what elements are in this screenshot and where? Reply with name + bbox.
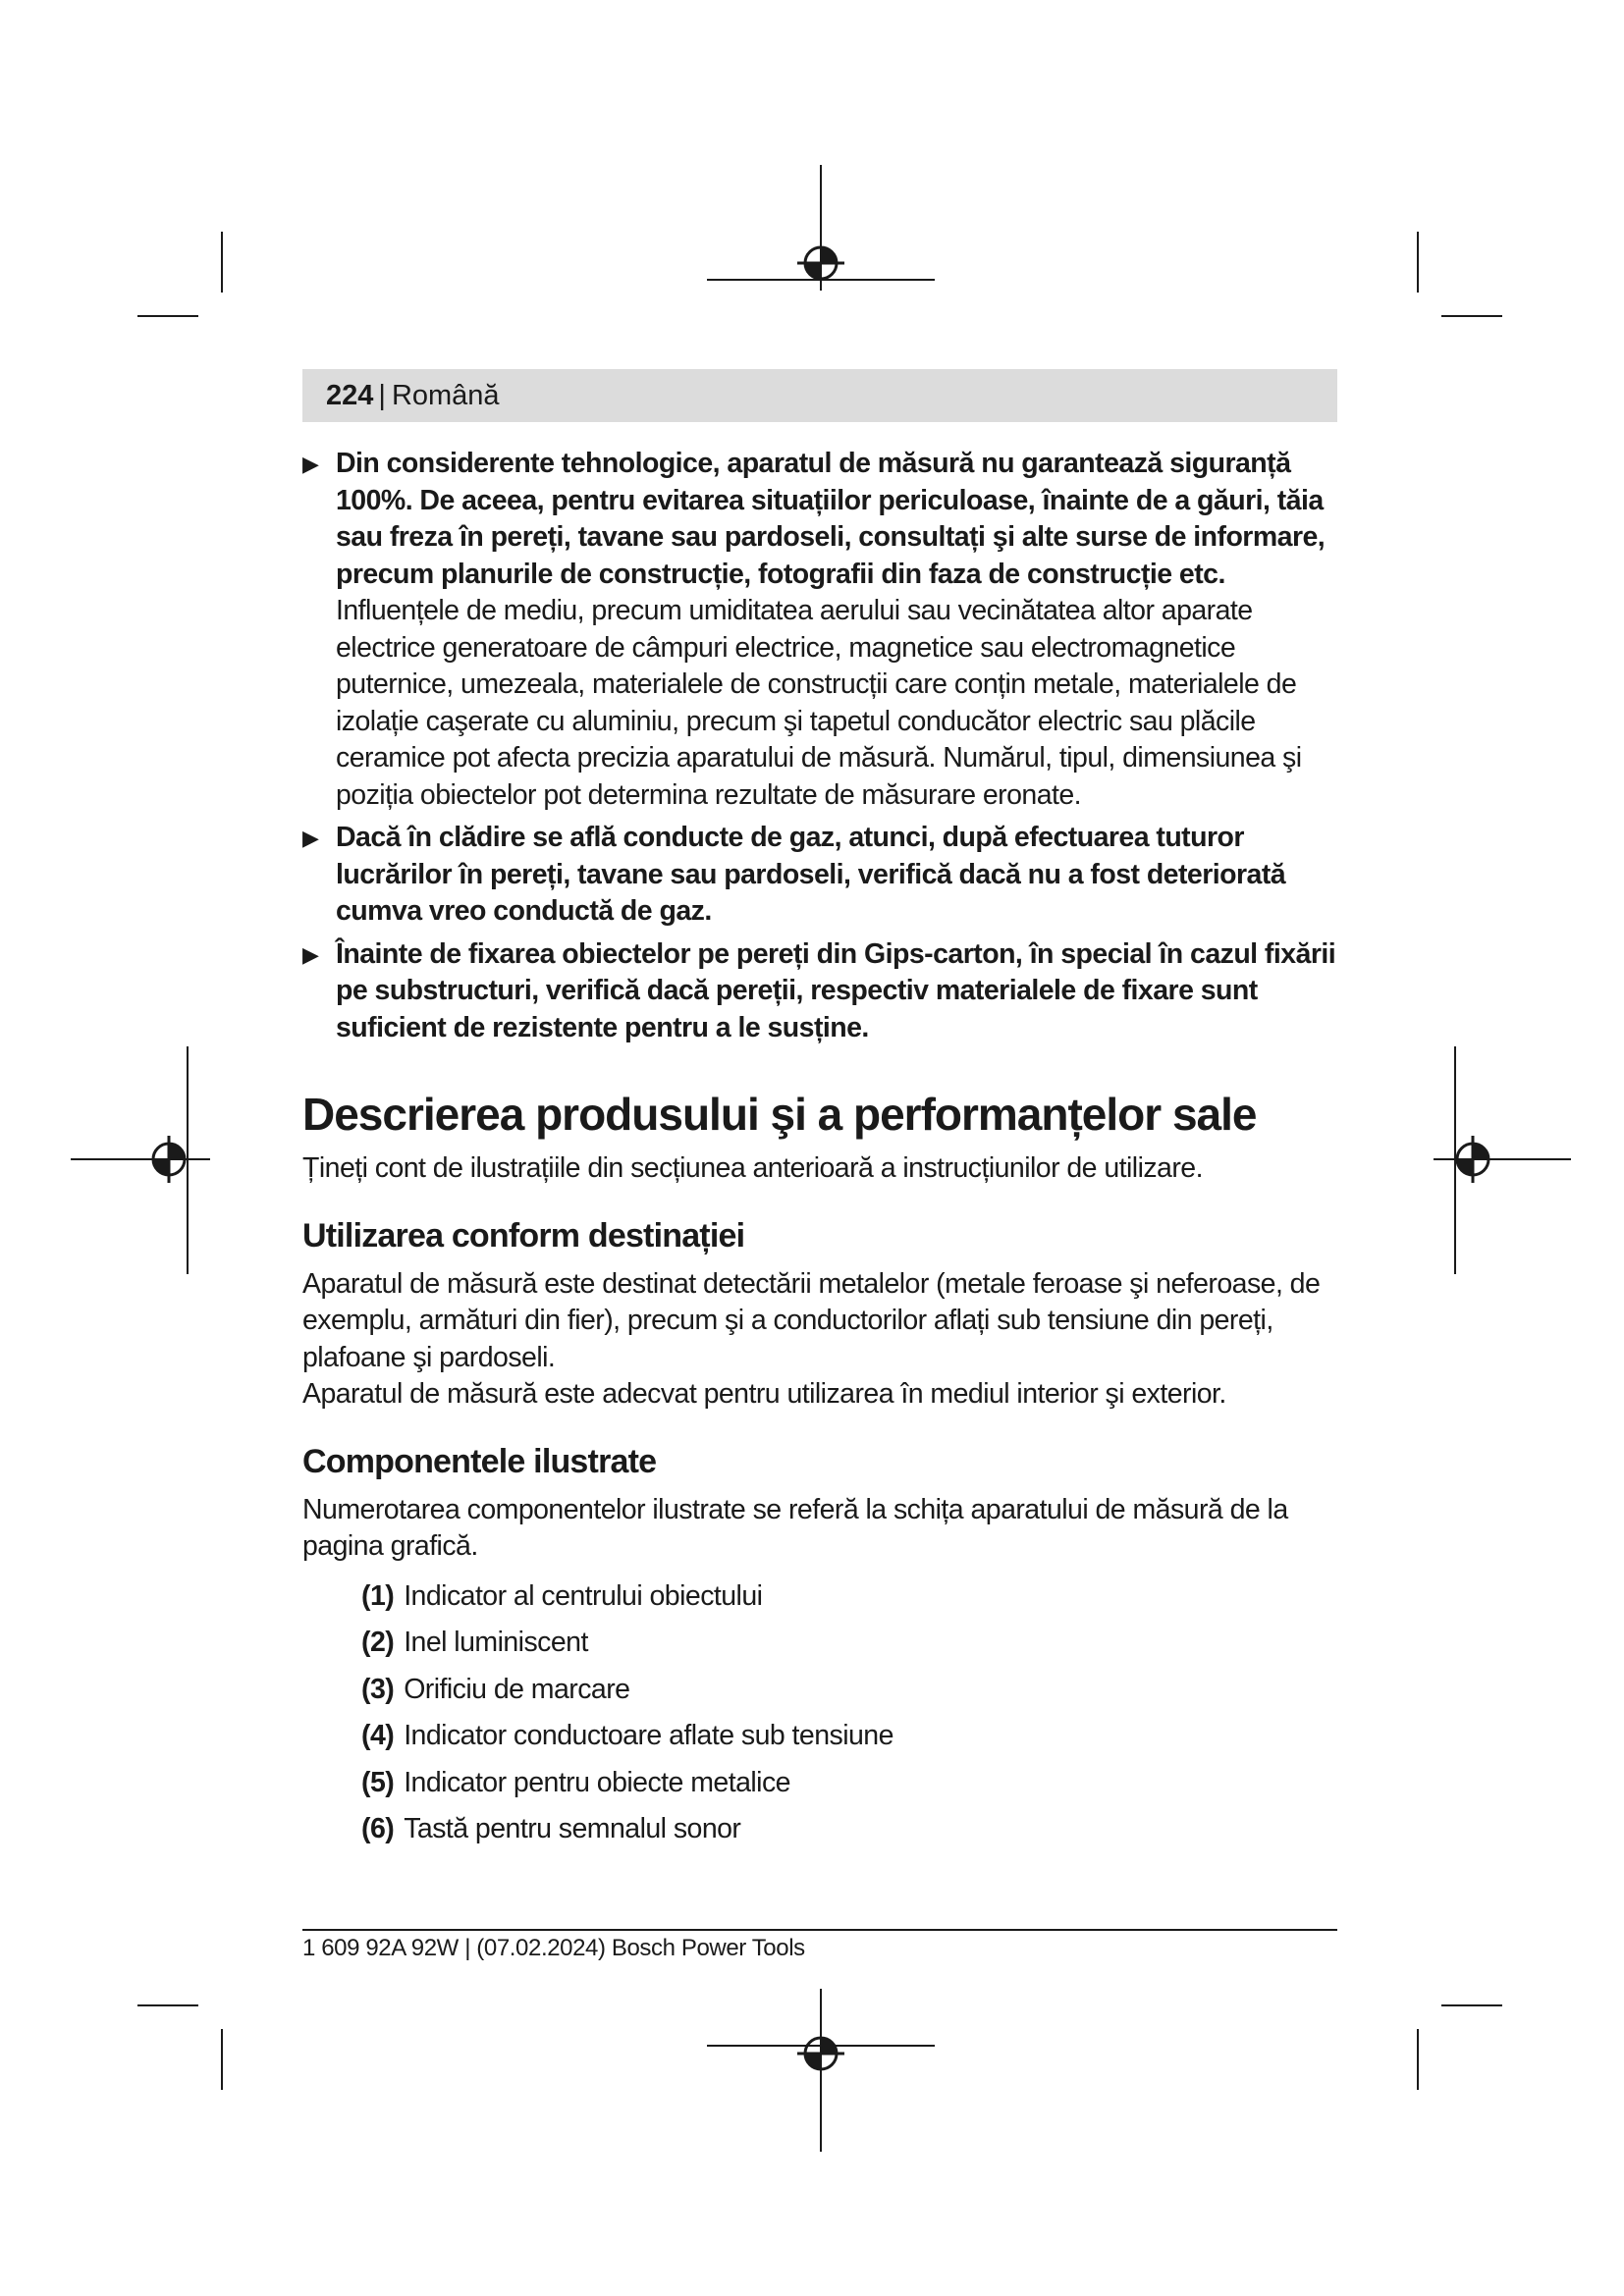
item-label: Orificiu de marcare <box>404 1673 630 1705</box>
list-item <box>361 1574 1353 1621</box>
bullet-bold-text: Din considerente tehnologice, aparatul de măsură nu garantează siguranță 100%. De aceea, pentru evitarea situațiilor periculoase, înainte de a găuri, tăia sau freza în pereți, tavane sau pardoseli, consultați şi alte surse de informare, precum planurile de construcție, fotografii din faza de construcție etc. <box>336 448 1326 590</box>
registration-mark-icon <box>153 1136 185 1183</box>
registration-mark-icon <box>797 2038 844 2069</box>
registration-mark-icon <box>1457 1136 1489 1183</box>
bullet-bold-text: Înainte de fixarea obiectelor pe pereți din Gips-carton, în special în cazul fixării pe substructuri, verifică dacă pereții, respectiv materialele de fixare sunt suficient de rezistente pentru a le susține. <box>336 937 1336 1043</box>
list-item <box>361 1620 1353 1667</box>
components-title: Componentele ilustrate <box>302 1442 657 1480</box>
components-intro: Numerotarea componentelor ilustrate se referă la schița aparatului de măsură de la pagina grafică. <box>302 1493 1288 1562</box>
header-language: Română <box>391 379 500 411</box>
list-item <box>361 1713 1353 1760</box>
triangle-right-icon: ▶ <box>302 826 319 850</box>
footer-rule <box>302 1929 1337 1931</box>
list-item <box>361 1806 1353 1853</box>
item-number: (4) <box>361 1720 395 1751</box>
components-list <box>302 1574 1353 1853</box>
triangle-right-icon: ▶ <box>302 452 319 476</box>
item-label: Indicator al centrului obiectului <box>404 1579 763 1612</box>
bullet-bold-text: Dacă în clădire se află conducte de gaz, atunci, după efectuarea tuturor lucrărilor în pereți, tavane sau pardoseli, verifică dacă nu a fost deteriorată cumva vreo conductă de gaz. <box>336 822 1286 927</box>
item-number: (6) <box>361 1813 395 1844</box>
safety-bullet <box>302 820 1353 931</box>
bullet-normal-text: Influențele de mediu, precum umiditatea aerului sau vecinătatea altor aparate electrice generatoare de câmpuri electrice, magnetice sau electromagnetice puternice, umezeala, materialele de construcții care conțin metale, materialele de izolație caşerate cu aluminiu, precum şi tapetul conducător electric sau plăcile ceramice pot afecta precizia aparatului de măsură. Numărul, tipul, dimensiunea şi poziția obiectelor pot determina rezultate de măsurare eronate. <box>336 595 1302 811</box>
page-content <box>302 446 1353 1853</box>
item-label: Tastă pentru semnalul sonor <box>404 1813 741 1844</box>
footer-text: 1 609 92A 92W | (07.02.2024) Bosch Power Tools <box>302 1935 805 1961</box>
item-label: Indicator pentru obiecte metalice <box>404 1766 790 1798</box>
header-separator: | <box>378 379 386 411</box>
item-number: (5) <box>361 1766 395 1798</box>
item-label: Inel luminiscent <box>404 1627 588 1658</box>
safety-bullet <box>302 936 1353 1047</box>
list-item <box>361 1667 1353 1714</box>
item-number: (3) <box>361 1673 395 1705</box>
page-header <box>302 369 1337 422</box>
page-number: 224 <box>326 379 374 411</box>
item-label: Indicator conductoare aflate sub tensiune <box>404 1720 893 1751</box>
intended-use-paragraph: Aparatul de măsură este destinat detectării metalelor (metale feroase şi neferoase, de exemplu, armături din fier), precum şi a conductorilor aflați sub tensiune din pereți, plafoane şi pardoseli. <box>302 1267 1321 1373</box>
safety-bullet <box>302 446 1353 814</box>
list-item <box>361 1760 1353 1807</box>
intended-use-title: Utilizarea conform destinației <box>302 1216 745 1255</box>
section-title: Descrierea produsului şi a performanțelor sale <box>302 1089 1257 1140</box>
registration-mark-icon <box>797 247 844 279</box>
section-intro: Țineți cont de ilustrațiile din secțiunea anterioară a instrucțiunilor de utilizare. <box>302 1152 1203 1184</box>
item-number: (2) <box>361 1627 395 1658</box>
item-number: (1) <box>361 1579 395 1612</box>
intended-use-paragraph: Aparatul de măsură este adecvat pentru utilizarea în mediul interior şi exterior. <box>302 1378 1226 1410</box>
triangle-right-icon: ▶ <box>302 941 319 967</box>
